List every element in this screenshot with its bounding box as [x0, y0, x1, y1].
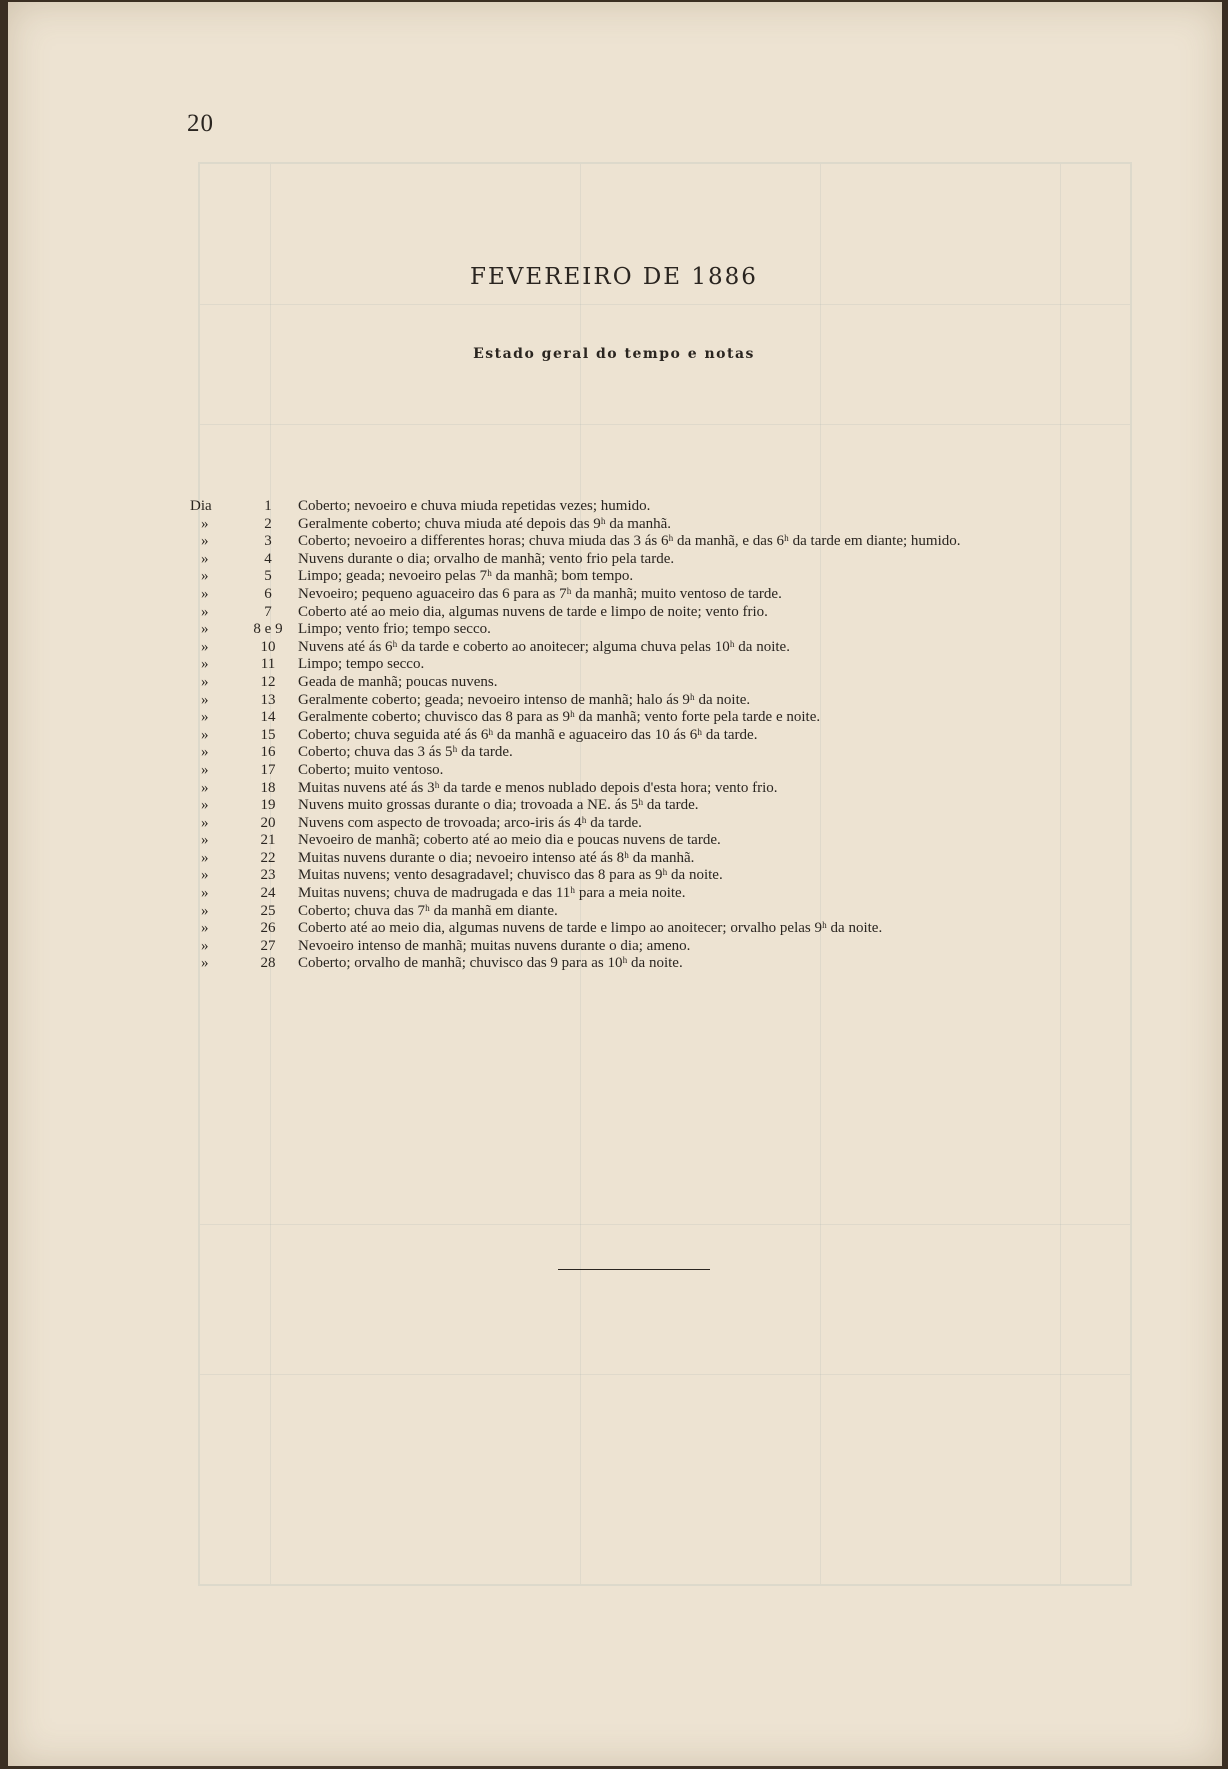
row-label: »	[201, 533, 209, 550]
weather-note: Muitas nuvens até ás 3ʰ da tarde e menos nublado depois d'esta hora; vento frio.	[298, 779, 778, 796]
day-number: 1	[264, 498, 272, 514]
row-label: »	[201, 814, 209, 831]
weather-note: Coberto; chuva das 7ʰ da manhã em diante.	[298, 902, 558, 919]
day-number: 14	[260, 709, 276, 726]
day-number: 2	[264, 515, 272, 532]
row-label: »	[201, 867, 209, 884]
weather-note: Limpo; vento frio; tempo secco.	[298, 621, 491, 638]
weather-note-row	[190, 815, 1150, 833]
day-number: 20	[260, 814, 276, 831]
weather-note: Coberto até ao meio dia, algumas nuvens de tarde e limpo de noite; vento frio.	[298, 603, 768, 620]
weather-note-row	[190, 797, 1150, 815]
weather-note: Coberto; nevoeiro a differentes horas; chuva miuda das 3 ás 6ʰ da manhã, e das 6ʰ da tarde em diante; humido.	[298, 533, 961, 550]
weather-note: Geralmente coberto; chuva miuda até depois das 9ʰ da manhã.	[298, 515, 672, 532]
row-label: »	[201, 673, 209, 690]
row-label: »	[201, 797, 209, 814]
day-number: 17	[260, 761, 276, 778]
row-label: »	[201, 638, 209, 655]
weather-note-row	[190, 920, 1150, 938]
day-number: 15	[260, 726, 276, 743]
day-number: 28	[260, 955, 276, 972]
weather-note-row	[190, 498, 1150, 516]
weather-note-row	[190, 832, 1150, 850]
row-label: »	[201, 691, 209, 708]
weather-note: Nevoeiro; pequeno aguaceiro das 6 para as 7ʰ da manhã; muito ventoso de tarde.	[298, 585, 782, 602]
day-number: 11	[260, 656, 276, 673]
row-label: »	[201, 726, 209, 743]
row-label: »	[201, 603, 209, 620]
weather-note: Nuvens muito grossas durante o dia; trovoada a NE. ás 5ʰ da tarde.	[298, 797, 699, 814]
weather-note: Limpo; tempo secco.	[298, 656, 425, 673]
weather-note-row	[190, 568, 1150, 586]
day-number: 21	[260, 832, 276, 849]
weather-note: Coberto; nevoeiro e chuva miuda repetidas vezes; humido.	[298, 498, 651, 514]
day-number: 27	[260, 937, 276, 954]
weather-note-row	[190, 516, 1150, 534]
weather-note-row	[190, 867, 1150, 885]
row-label: »	[201, 920, 209, 937]
weather-note-row	[190, 727, 1150, 745]
row-label: »	[201, 832, 209, 849]
day-number: 18	[260, 779, 276, 796]
row-label: »	[201, 656, 209, 673]
weather-note-row	[190, 850, 1150, 868]
day-number: 3	[264, 533, 272, 550]
day-number: 26	[260, 920, 276, 937]
row-label: »	[201, 550, 209, 567]
day-number: 10	[260, 638, 276, 655]
weather-note: Muitas nuvens; chuva de madrugada e das 11ʰ para a meia noite.	[298, 885, 686, 902]
weather-note: Limpo; geada; nevoeiro pelas 7ʰ da manhã; bom tempo.	[298, 568, 634, 585]
weather-note-row	[190, 551, 1150, 569]
weather-note: Geralmente coberto; geada; nevoeiro intenso de manhã; halo ás 9ʰ da noite.	[298, 691, 751, 708]
weather-note: Nevoeiro intenso de manhã; muitas nuvens durante o dia; ameno.	[298, 937, 691, 954]
row-label: »	[201, 885, 209, 902]
weather-note-row	[190, 744, 1150, 762]
page-title: FEVEREIRO DE 1886	[470, 264, 758, 290]
row-label: »	[201, 709, 209, 726]
row-label: Dia	[190, 498, 212, 514]
day-number: 8 e 9	[253, 621, 283, 638]
day-number: 19	[260, 797, 276, 814]
weather-note: Nuvens com aspecto de trovoada; arco-iris ás 4ʰ da tarde.	[298, 814, 642, 831]
weather-note-row	[190, 692, 1150, 710]
row-label: »	[201, 761, 209, 778]
row-label: »	[201, 585, 209, 602]
weather-note: Nuvens até ás 6ʰ da tarde e coberto ao anoitecer; alguma chuva pelas 10ʰ da noite.	[298, 638, 790, 655]
weather-note-row	[190, 709, 1150, 727]
day-number: 22	[260, 849, 276, 866]
row-label: »	[201, 902, 209, 919]
weather-note: Nevoeiro de manhã; coberto até ao meio dia e poucas nuvens de tarde.	[298, 832, 721, 849]
day-number: 25	[260, 902, 276, 919]
weather-note-row	[190, 639, 1150, 657]
weather-note-row	[190, 938, 1150, 956]
weather-note: Coberto; orvalho de manhã; chuvisco das 9 para as 10ʰ da noite.	[298, 955, 683, 972]
weather-note-row	[190, 656, 1150, 674]
weather-note: Coberto; chuva das 3 ás 5ʰ da tarde.	[298, 744, 513, 761]
weather-note-row	[190, 903, 1150, 921]
day-number: 6	[264, 585, 272, 602]
row-label: »	[201, 621, 209, 638]
weather-note: Geada de manhã; poucas nuvens.	[298, 673, 498, 690]
day-number: 12	[260, 673, 276, 690]
weather-note-row	[190, 621, 1150, 639]
closing-rule	[558, 1269, 710, 1270]
row-label: »	[201, 779, 209, 796]
weather-note: Coberto; muito ventoso.	[298, 761, 444, 778]
weather-note-row	[190, 674, 1150, 692]
row-label: »	[201, 937, 209, 954]
page-number: 20	[187, 110, 214, 137]
weather-note: Geralmente coberto; chuvisco das 8 para as 9ʰ da manhã; vento forte pela tarde e noite.	[298, 709, 821, 726]
day-number: 4	[264, 550, 272, 567]
weather-note-row	[190, 885, 1150, 903]
row-label: »	[201, 955, 209, 972]
row-label: »	[201, 568, 209, 585]
weather-note-row	[190, 604, 1150, 622]
day-number: 23	[260, 867, 276, 884]
day-number: 13	[260, 691, 276, 708]
row-label: »	[201, 849, 209, 866]
day-number: 16	[260, 744, 276, 761]
weather-note: Muitas nuvens durante o dia; nevoeiro intenso até ás 8ʰ da manhã.	[298, 849, 695, 866]
weather-note-row	[190, 762, 1150, 780]
weather-notes-list	[190, 498, 1150, 973]
weather-note: Muitas nuvens; vento desagradavel; chuvisco das 8 para as 9ʰ da noite.	[298, 867, 723, 884]
weather-note: Coberto; chuva seguida até ás 6ʰ da manhã e aguaceiro das 10 ás 6ʰ da tarde.	[298, 726, 758, 743]
day-number: 7	[264, 603, 272, 620]
day-number: 24	[260, 885, 276, 902]
row-label: »	[201, 515, 209, 532]
weather-note-row	[190, 533, 1150, 551]
weather-note-row	[190, 780, 1150, 798]
weather-note-row	[190, 586, 1150, 604]
weather-note: Coberto até ao meio dia, algumas nuvens de tarde e limpo ao anoitecer; orvalho pelas 9ʰ da noite.	[298, 920, 883, 937]
weather-note: Nuvens durante o dia; orvalho de manhã; vento frio pela tarde.	[298, 550, 675, 567]
day-number: 5	[264, 568, 272, 585]
weather-note-row	[190, 955, 1150, 973]
section-subtitle: Estado geral do tempo e notas	[473, 346, 755, 362]
row-label: »	[201, 744, 209, 761]
